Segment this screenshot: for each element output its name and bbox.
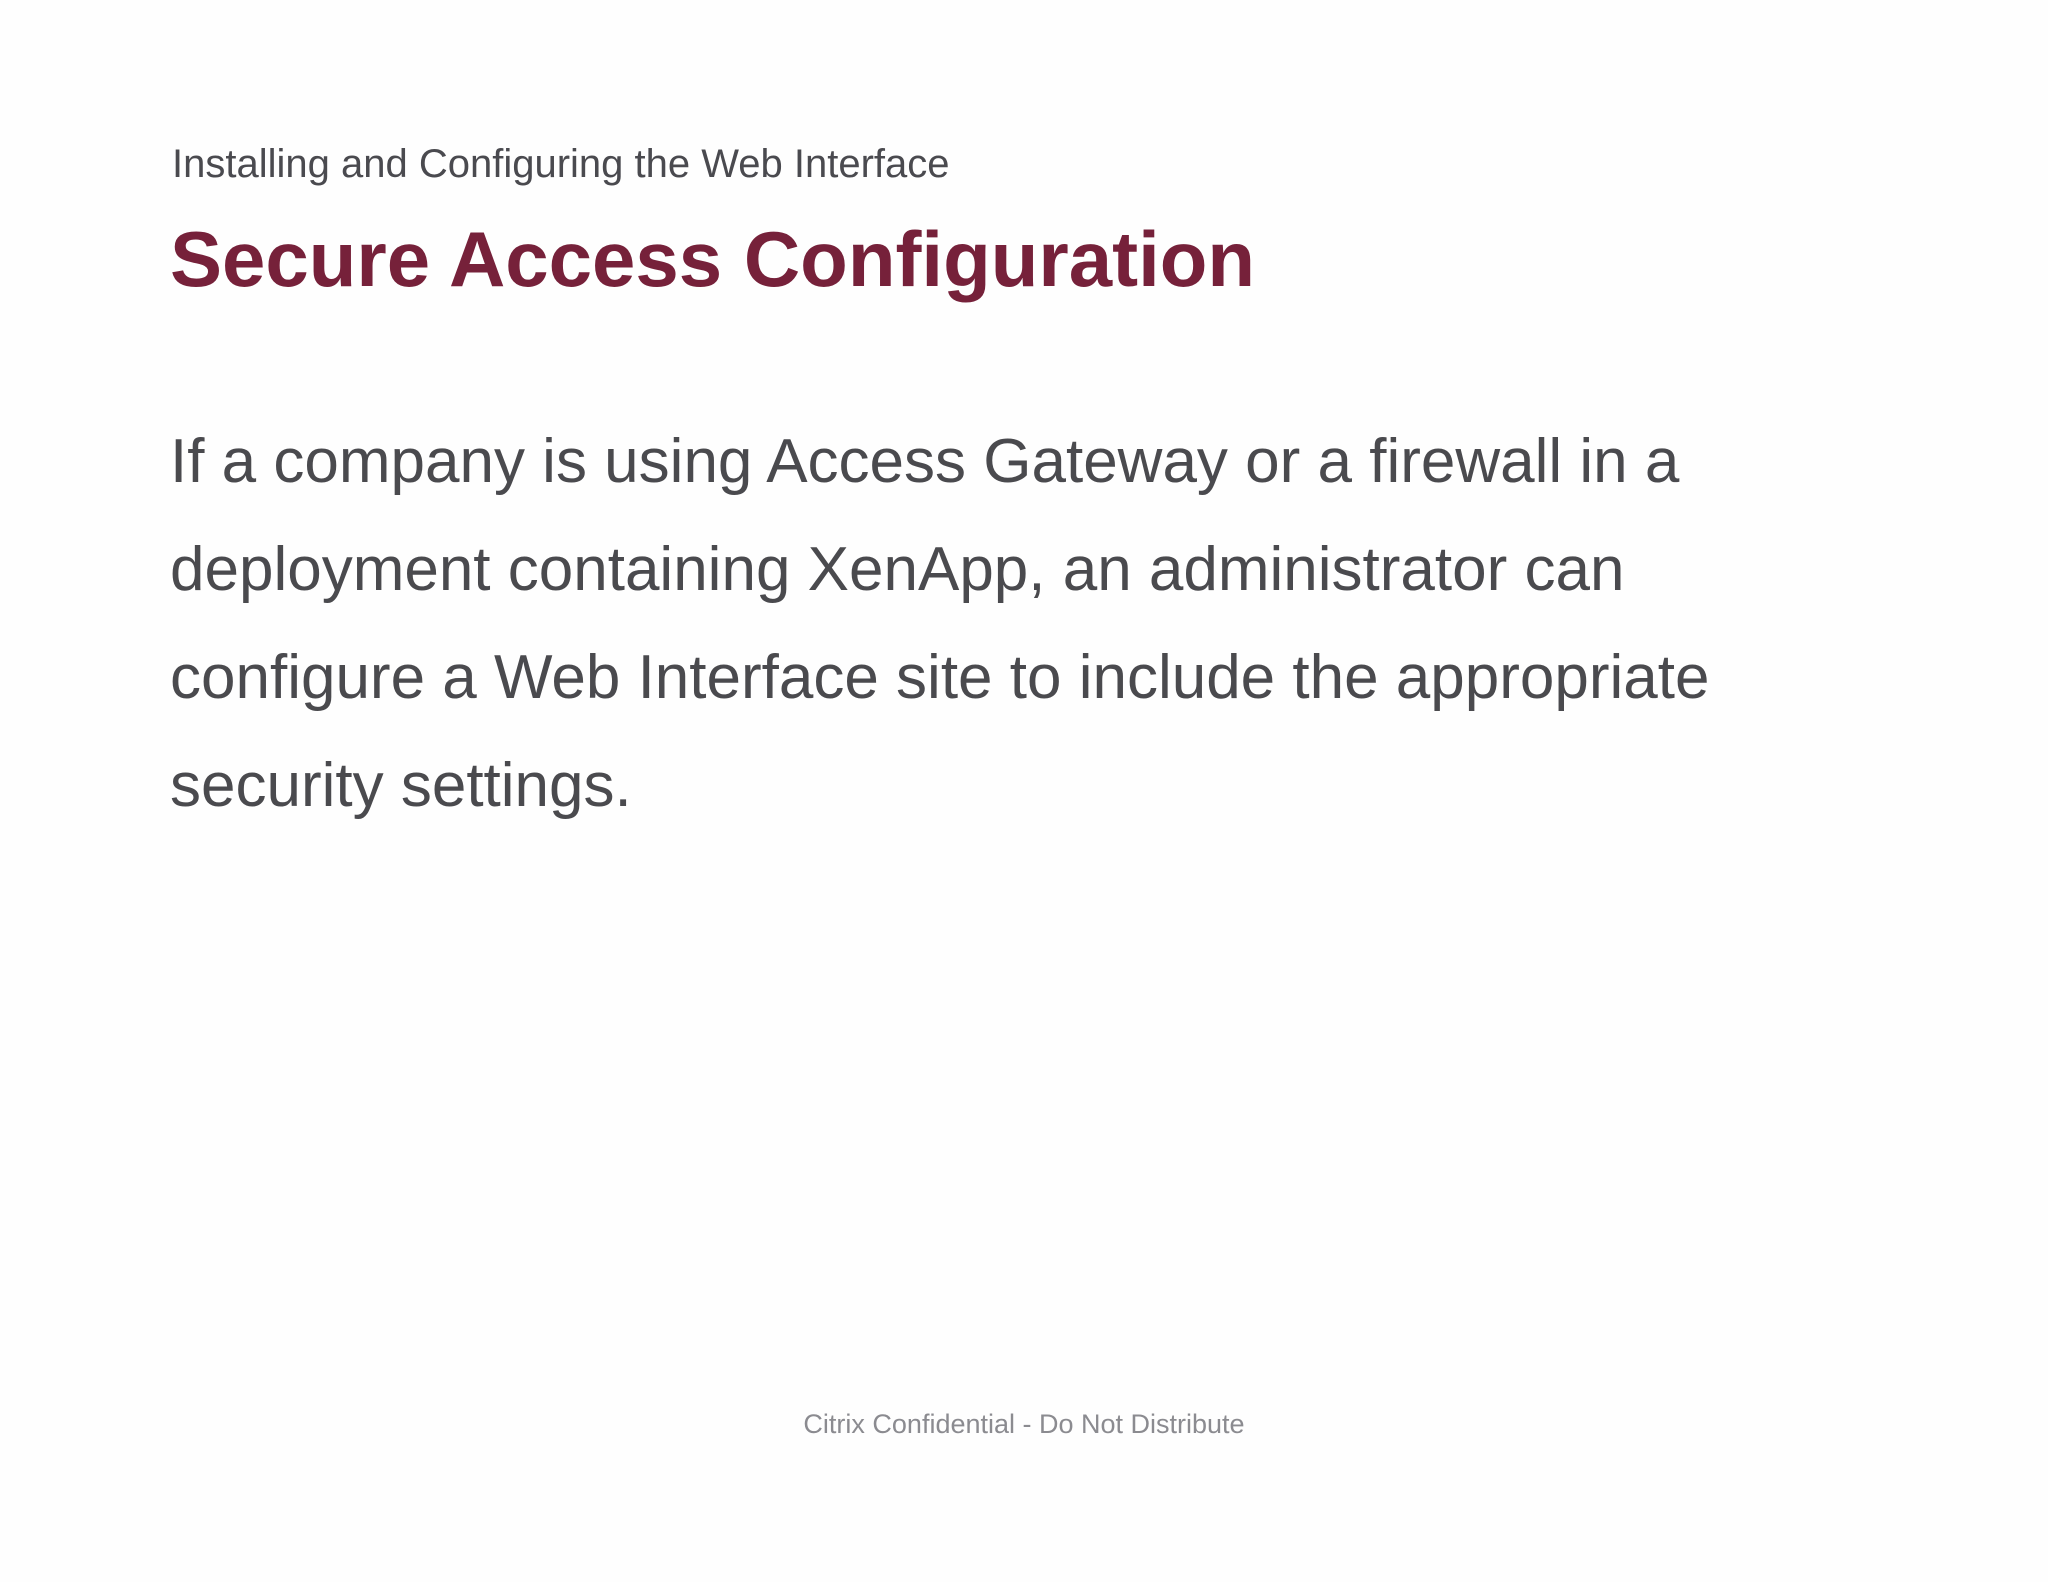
slide-title: Secure Access Configuration	[170, 215, 1256, 303]
section-label: Installing and Configuring the Web Interface	[172, 142, 950, 186]
body-line-4: security settings.	[170, 751, 632, 820]
confidential-footer: Citrix Confidential - Do Not Distribute	[803, 1409, 1245, 1439]
body-line-2: deployment containing XenApp, an administrator can	[170, 535, 1625, 604]
body-line-1: If a company is using Access Gateway or a firewall in a	[170, 427, 1680, 496]
body-paragraph	[170, 408, 1930, 840]
body-line-3: configure a Web Interface site to include the appropriate	[170, 643, 1710, 712]
